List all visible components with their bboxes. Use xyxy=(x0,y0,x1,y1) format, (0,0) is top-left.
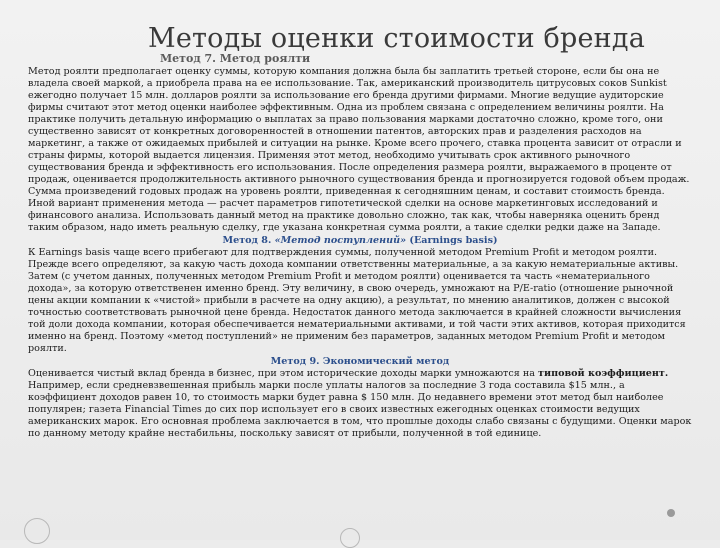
slide-body xyxy=(28,66,692,440)
slide-subtitle: Метод 7. Метод роялти xyxy=(160,52,311,65)
heading-method-8-suffix: (Earnings basis) xyxy=(406,235,498,246)
slide-title: Методы оценки стоимости бренда xyxy=(148,23,645,54)
heading-method-9: Метод 9. Экономический метод xyxy=(270,356,450,367)
decorative-circle-bottom xyxy=(340,528,360,548)
paragraph-royalty-method: Метод роялти предполагает оценку суммы, которую компания должна была бы заплатить третьей стороне, если бы она не владела своей маркой, а приобрела права на ее использование. Так, американский производитель цитрусовых соков Sunkist ежегодно получает 15 млн. долларов роялти за использование его бренда другими фирмами. Многие ведущие аудиторские фирмы считают этот метод оценки наиболее эффективным. Одна из проблем связана с определением величины роялти. На практике получить детальную информацию о выплатах за право пользования марками достаточно сложно, кроме того, они существенно зависят от конкретных договоренностей в отношении патентов, авторских прав и разделения расходов на маркетинг, а также от ожидаемых прибылей и ситуации на рынке. Кроме всего прочего, ставка процента зависит от отрасли и страны фирмы, которой выдается лицензия. Применяя этот метод, необходимо учитывать срок активного рыночного существования бренда и эффективность его использования. После определения размера роялти, выражаемого в проценте от продаж, оценивается продолжительность активного рыночного существования бренда и прогнозируется годовой объем продаж. Сумма произведений годовых продаж на уровень роялти, приведенная к сегодняшним ценам, и составит стоимость бренда. Иной вариант применения метода — расчет параметров гипотетической сделки на основе маркетинговых исследований и финансового анализа. Использовать данный метод на практике довольно сложно, так как, чтобы наверняка оценить бренд таким образом, надо иметь реальную сделку, где указана конкретная сумма роялти, а такие сделки редки даже на Западе. xyxy=(28,66,690,233)
heading-method-8-prefix: Метод 8. xyxy=(222,235,275,246)
paragraph-earnings-basis: К Earnings basis чаще всего прибегают для подтверждения суммы, полученной методом Premium Profit и методом роялти. Прежде всего определяют, за какую часть дохода компании ответственны материальные, а за какую нематериальные активы. Затем (с учетом данных, полученных методом Premium Profit и методом роялти) оценивается та часть «нематериального дохода», за которую ответственен именно бренд. Эту величину, в свою очередь, умножают на P/E-ratio (отношение рыночной цены акции компании к «чистой» прибыли в расчете на одну акцию), а результат, по мнению аналитиков, должен с высокой точностью соответствовать рыночной цене бренда. Недостаток данного метода заключается в крайней сложности вычисления той доли дохода компании, которая обеспечивается нематериальными активами, и той части этих активов, которая приходится именно на бренд. Поэтому «метод поступлений» не применим без параметров, заданных методом Premium Profit и методом роялти. xyxy=(28,247,686,354)
economic-text-end: Например, если средневзвешенная прибыль марки после уплаты налогов за последние 3 года составила $15 млн., а коэффициент доходов равен 10, то стоимость марки будет равна $ 150 млн. До недавнего времени этот метод был наиболее популярен; газета Financial Times до сих пор использует его в своих известных ежегодных оценках стоимости ведущих американских марок. Его основная проблема заключается в том, что прошлые доходы слабо связаны с будущими. Оценки марок по данному методу крайне нестабильны, поскольку зависят от прибыли, полученной в той единице. xyxy=(28,380,692,439)
decorative-dot xyxy=(667,509,675,517)
heading-method-8 xyxy=(28,235,692,247)
decorative-circle-left xyxy=(24,518,50,544)
typical-coefficient-term: типовой коэффициент. xyxy=(538,368,669,379)
heading-method-8-emphasis: «Метод поступлений» xyxy=(274,235,407,246)
economic-text-start: Оценивается чистый вклад бренда в бизнес, при этом исторические доходы марки умножаются на xyxy=(28,368,539,379)
paragraph-economic-method xyxy=(28,368,692,440)
